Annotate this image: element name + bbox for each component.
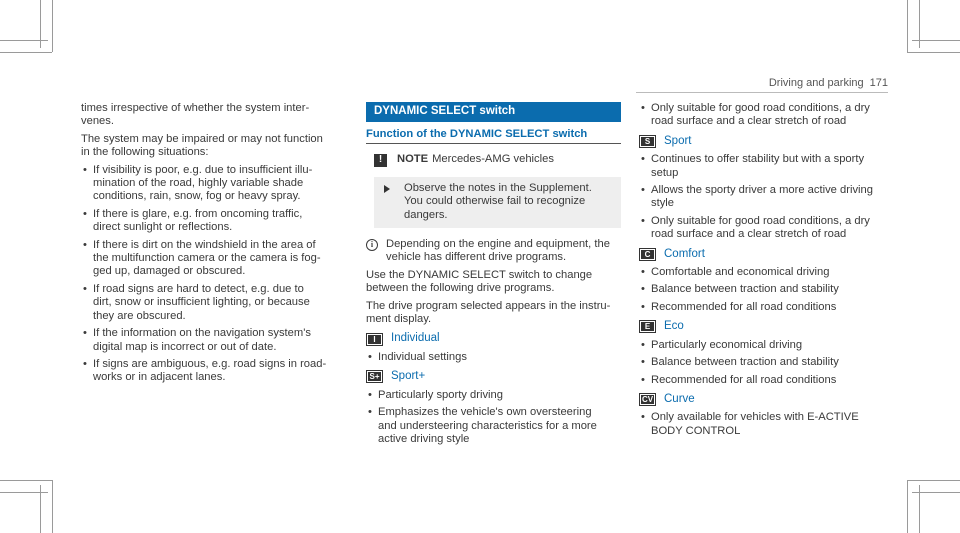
drive-program-icon	[639, 248, 656, 261]
list-item: • Comfortable and economical driving	[639, 266, 889, 279]
list-item: • Particularly economical driving	[639, 339, 889, 352]
warning-icon: !	[374, 154, 387, 167]
list-item: • If visibility is poor, e.g. due to insufficient illu- mination of the road, highly variable shade conditions, rain, snow, fog or heavy spray.	[81, 164, 351, 204]
list-item: • Continues to offer stability but with a sporty setup	[639, 153, 889, 180]
drive-program-name: Comfort	[664, 247, 705, 260]
note-box	[374, 177, 621, 228]
drive-program-icon-glyph: C	[641, 250, 654, 259]
drive-program-heading	[639, 248, 889, 261]
section-band: DYNAMIC SELECT switch	[366, 102, 621, 122]
drive-program-icon-glyph: CV	[641, 395, 654, 405]
list-item: • Recommended for all road conditions	[639, 301, 889, 314]
drive-program-name: Individual	[391, 332, 440, 345]
bullet-list	[639, 339, 889, 387]
note-label: NOTE	[397, 153, 429, 166]
drive-program-heading	[639, 135, 889, 148]
drive-program-icon	[639, 135, 656, 148]
bullet-list	[639, 411, 889, 438]
list-item: • If road signs are hard to detect, e.g. due to dirt, snow or insufficient lighting, or because they are obscured.	[81, 283, 351, 323]
column-right	[639, 102, 889, 442]
bullet-list	[639, 153, 889, 241]
note-text: Observe the notes in the Supplement. You could otherwise fail to recognize dangers.	[404, 181, 592, 221]
info-block	[366, 238, 621, 265]
crop-mark	[907, 480, 960, 481]
drive-program-name: Curve	[664, 392, 695, 405]
crop-mark	[907, 52, 960, 53]
drive-program-name: Eco	[664, 320, 684, 333]
bullet-list	[639, 266, 889, 314]
list-item: • Particularly sporty driving	[366, 389, 621, 402]
header-rule	[636, 92, 888, 93]
crop-mark	[0, 492, 48, 493]
column-left	[81, 102, 351, 389]
drive-program-heading	[366, 370, 621, 383]
paragraph: times irrespective of whether the system inter- venes.	[81, 102, 310, 128]
drive-program-name: Sport	[664, 134, 692, 147]
crop-mark	[0, 52, 52, 53]
bullet-list	[639, 102, 889, 129]
crop-mark	[0, 480, 52, 481]
list-item: • Only suitable for good road conditions, a dry road surface and a clear stretch of road	[639, 102, 889, 129]
list-item: • If the information on the navigation system's digital map is incorrect or out of date.	[81, 327, 351, 354]
list-item: • Individual settings	[366, 351, 621, 364]
drive-program-icon	[639, 393, 656, 406]
list-item: • Only suitable for good road conditions, a dry road surface and a clear stretch of road	[639, 215, 889, 242]
drive-program-icon	[366, 370, 383, 383]
crop-mark	[907, 480, 908, 533]
list-item: • Balance between traction and stability	[639, 283, 889, 296]
drive-program-icon	[639, 320, 656, 333]
bullet-list	[81, 164, 351, 385]
drive-program-heading	[639, 320, 889, 333]
page-number: 171	[869, 77, 888, 89]
list-item: • If there is glare, e.g. from oncoming traffic, direct sunlight or reflections.	[81, 208, 351, 235]
section-title: Driving and parking	[768, 77, 864, 89]
drive-program-heading	[366, 332, 621, 345]
list-item: • If there is dirt on the windshield in the area of the multifunction camera or the camera is fog- ged up, damaged or obscured.	[81, 239, 351, 279]
drive-program-icon-glyph: I	[368, 335, 381, 344]
note-block	[374, 153, 621, 228]
list-item: • Recommended for all road conditions	[639, 374, 889, 387]
list-item: • Allows the sporty driver a more active driving style	[639, 184, 889, 211]
bullet-list	[366, 351, 621, 364]
arrow-right-icon	[384, 185, 390, 193]
list-item: • Balance between traction and stability	[639, 356, 889, 369]
list-item: • If signs are ambiguous, e.g. road signs in road- works or in adjacent lanes.	[81, 358, 351, 385]
note-title	[374, 153, 621, 166]
drive-program-icon-glyph: E	[641, 322, 654, 331]
crop-mark	[52, 480, 53, 533]
column-middle	[366, 102, 621, 450]
info-icon: i	[366, 239, 378, 251]
crop-mark	[0, 40, 48, 41]
drive-program-icon-glyph: S+	[369, 372, 380, 382]
drive-program-heading	[639, 393, 889, 406]
paragraph: Use the DYNAMIC SELECT switch to change between the following drive programs.	[366, 268, 593, 295]
paragraph: The system may be impaired or may not function in the following situations:	[81, 132, 323, 159]
crop-mark	[907, 0, 908, 52]
note-scope: Mercedes-AMG vehicles	[432, 153, 554, 166]
list-item: • Emphasizes the vehicle's own oversteering and understeering characteristics for a more active driving style	[366, 406, 621, 446]
drive-program-name: Sport+	[391, 370, 426, 383]
info-text: Depending on the engine and equipment, the vehicle has different drive programs.	[386, 238, 610, 264]
bullet-list	[366, 389, 621, 447]
crop-mark	[52, 0, 53, 52]
crop-mark	[912, 40, 960, 41]
crop-mark	[912, 492, 960, 493]
subheading: Function of the DYNAMIC SELECT switch	[366, 128, 621, 144]
running-header	[769, 77, 888, 90]
list-item: • Only available for vehicles with E-ACTIVE BODY CONTROL	[639, 411, 889, 438]
drive-program-icon-glyph: S	[641, 137, 654, 146]
drive-program-icon	[366, 333, 383, 346]
paragraph: The drive program selected appears in the instru- ment display.	[366, 299, 611, 326]
